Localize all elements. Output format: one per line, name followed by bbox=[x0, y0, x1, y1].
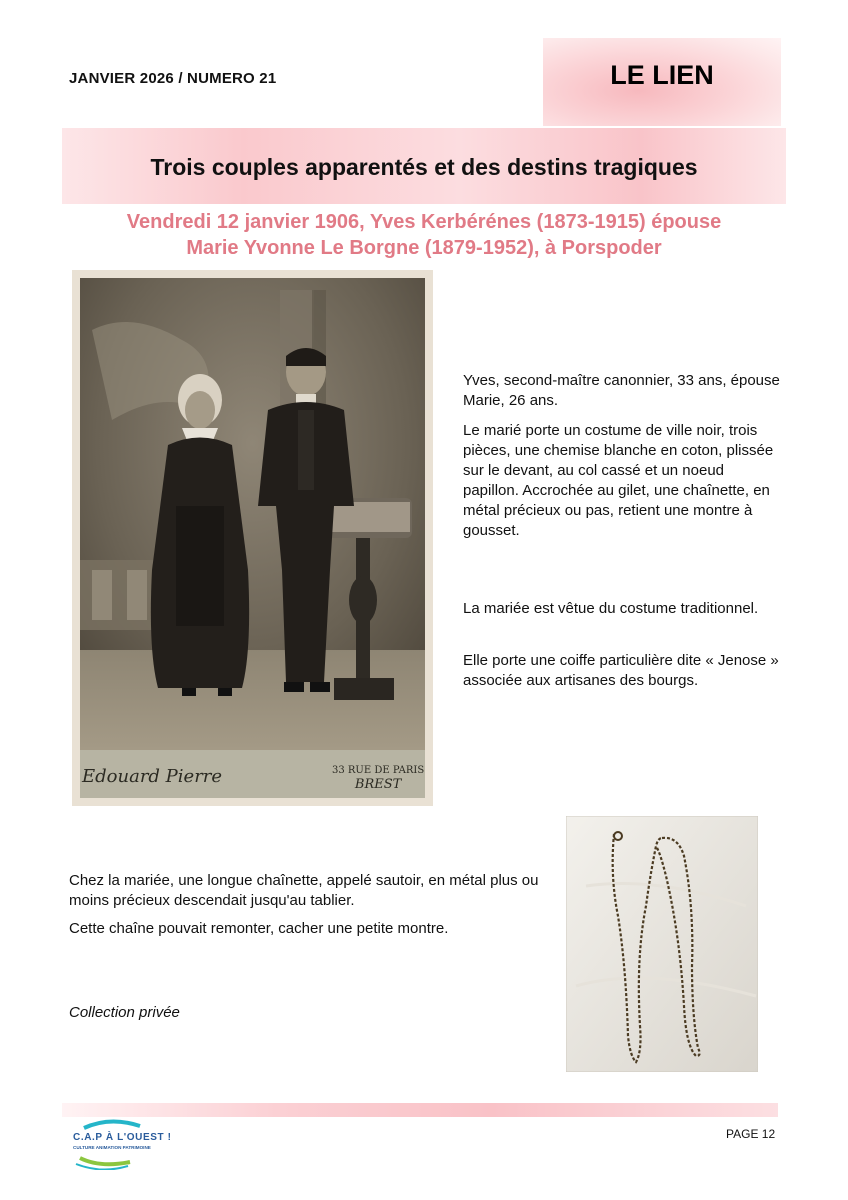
necklace-text-p1: Chez la mariée, une longue chaînette, appelé sautoir, en métal plus ou moins précieux descendait jusqu'au tablier. bbox=[69, 872, 539, 909]
cap-a-louest-logo bbox=[70, 1118, 180, 1170]
footer-band bbox=[62, 1103, 778, 1117]
subtitle-line-1: Vendredi 12 janvier 1906, Yves Kerbérénes (1873-1915) épouse bbox=[126, 211, 722, 233]
subtitle-line-2: Marie Yvonne Le Borgne (1879-1952), à Porspoder bbox=[186, 237, 662, 259]
article-title: Trois couples apparentés et des destins tragiques bbox=[150, 154, 698, 180]
photo-studio-address bbox=[332, 764, 424, 792]
photo-address-street: 33 RUE DE PARIS bbox=[332, 765, 425, 776]
necklace-photo bbox=[566, 816, 758, 1072]
photo-address-city: BREST bbox=[354, 777, 402, 792]
article-subtitle bbox=[70, 209, 778, 261]
wedding-photo bbox=[72, 270, 433, 806]
description-p1: Yves, second-maître canonnier, 33 ans, épouse Marie, 26 ans. bbox=[463, 372, 780, 409]
description-p4: Elle porte une coiffe particulière dite « Jenose » associée aux artisanes des bourgs. bbox=[463, 652, 779, 689]
logo-text: C.A.P À L'OUEST ! bbox=[73, 1132, 172, 1143]
logo-subtext: CULTURE ANIMATION PATRIMOINE bbox=[73, 1145, 151, 1150]
brand-box bbox=[543, 38, 781, 126]
photo-studio-signature: Edouard Pierre bbox=[82, 766, 223, 787]
description-p2: Le marié porte un costume de ville noir, trois pièces, une chemise blanche en coton, plissée sur le devant, au col cassé et un noeud papillon. Accrochée au gilet, une chaînette, en métal précieux ou pas, retient une montre à gousset. bbox=[463, 422, 774, 539]
photo-credit: Collection privée bbox=[69, 1004, 180, 1021]
newsletter-title: LE LIEN bbox=[610, 60, 714, 90]
necklace-text-p2: Cette chaîne pouvait remonter, cacher une petite montre. bbox=[69, 920, 449, 937]
page-number: PAGE 12 bbox=[726, 1127, 776, 1141]
description-p3: La mariée est vêtue du costume traditionnel. bbox=[463, 600, 759, 617]
issue-info: JANVIER 2026 / NUMERO 21 bbox=[69, 70, 277, 87]
title-band bbox=[62, 128, 786, 204]
